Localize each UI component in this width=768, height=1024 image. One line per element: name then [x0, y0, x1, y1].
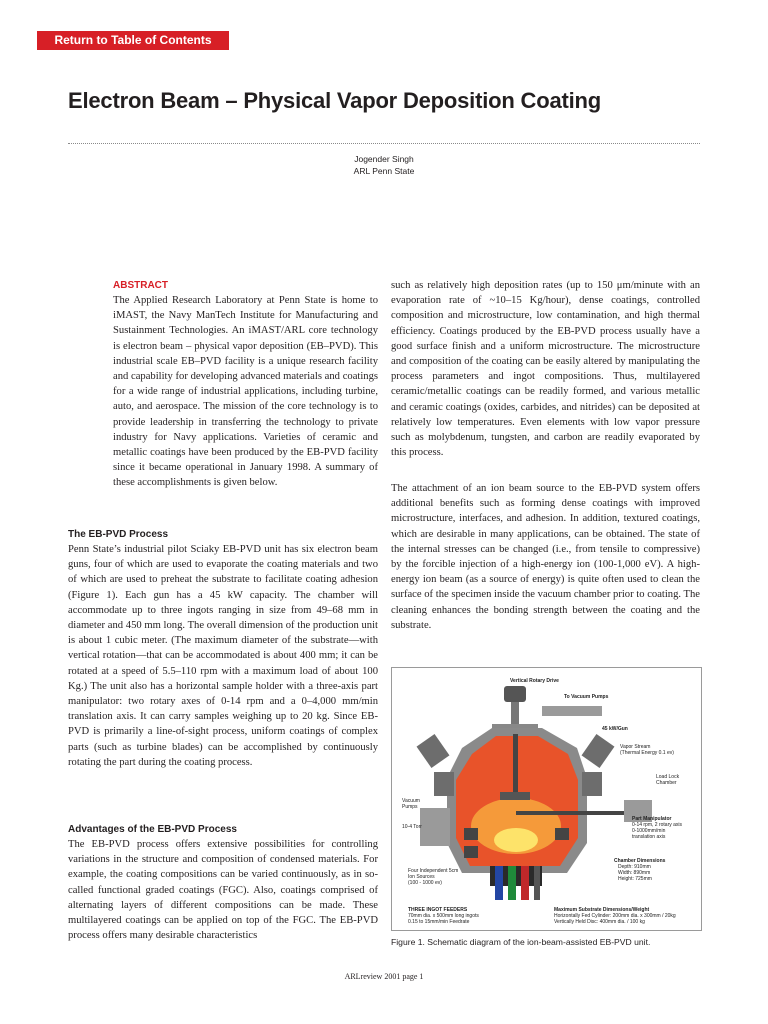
ion-source — [464, 828, 478, 840]
label-torr: 10-4 Torr — [402, 824, 422, 830]
section-advantages — [68, 822, 378, 943]
label-feeders: THREE INGOT FEEDERS — [408, 907, 468, 913]
label-pm-line2: 0-1000mm/min — [632, 828, 666, 834]
eb-pvd-schematic — [392, 668, 701, 930]
substrate-holder — [500, 792, 530, 800]
section-text: Penn State’s industrial pilot Sciaky EB-PVD unit has six electron beam guns, four of which are used to evaporate the coating materials and two of which are used to preheat the substrate to facilitate coating adhesion (Figure 1). Each gun has a 45 kW capacity. The chamber will accommodate up to three ingots ranging in size from 49–68 mm in diameter and 450 mm long. The overall dimension of the production unit is about 1 cubic meter. (The maximum diameter of the substrate—with vertical rotation—that can be accommodated is about 400 mm; it can be rotated at a speed of 5.5–110 rpm with a maximum load of about 100 Kg.) The unit also has a horizontal sample holder with a three-axis part manipulator: two rotary axes of 0-14 rpm and a 0–4,000 mm/min translation axis. It can carry samples weighing up to 20 kg. Since EB-PVD is primarily a line-of-sight process, uniform coatings of complex parts (such as turbine blades) can be accomplished by continuously rotating the part during the coating process. — [68, 544, 378, 768]
label-ion-sources: Ion Sources — [408, 874, 435, 880]
right-column-para-2 — [391, 481, 700, 633]
author-name: Jogender Singh — [354, 154, 414, 164]
electron-gun — [434, 772, 454, 796]
label-part-manipulator: Part Manipulator — [632, 816, 672, 822]
author-affiliation: ARL Penn State — [353, 166, 415, 176]
label-depth: Depth: 910mm — [618, 864, 651, 870]
ion-source — [555, 828, 569, 840]
label-chamber-dims: Chamber Dimensions — [614, 858, 666, 864]
label-max-l1: Horizontally Fed Cylinder: 200mm dia. x 300mm / 20kg — [554, 913, 676, 919]
abstract-block — [113, 278, 378, 491]
ion-source — [464, 846, 478, 858]
paragraph: such as relatively high deposition rates (up to 150 μm/minute with an evaporation rate of ~10–15 Kg/hour), dense coatings, controlled composition and microstructure, low contamination, and high thermal efficiency. Coatings produced by the EB-PVD process usually have a good surface finish and a uniform microstructure. The microstructure and composition of the coating can be easily altered by manipulating the process parameters and ingot compositions. Thus, multilayered ceramic/metallic coatings can be readily formed, and various metallic and ceramic coatings (oxides, carbides, and nitrides) can be deposited at relatively low temperatures. Even elements with low vapor pressure such as molybdenum, tungsten, and carbon are readily evaporated by this process. — [391, 280, 700, 459]
section-heading: Advantages of the EB-PVD Process — [68, 824, 237, 835]
label-four-ion: Four Independent 5cm — [408, 868, 459, 874]
label-pumps: Pumps — [402, 804, 418, 810]
label-max-sub: Maximum Substrate Dimensions/Weight — [554, 907, 650, 913]
section-heading: The EB-PVD Process — [68, 529, 169, 540]
ingot-feeder — [508, 866, 516, 900]
label-to-vacuum-pumps: To Vacuum Pumps — [564, 694, 609, 700]
label-pm-line1: 0-14 rpm, 2 rotary axis — [632, 822, 683, 828]
ingot-feeder — [534, 866, 540, 900]
section-eb-pvd-process — [68, 527, 378, 770]
label-height: Height: 725mm — [618, 876, 652, 882]
label-width: Width: 890mm — [618, 870, 651, 876]
section-text: The EB-PVD process offers extensive possibilities for controlling variations in the structure and composition of condensed materials. For example, the coating compositions can be varied continuously, as in so-called functional graded coatings (FGC). Also, coatings comprised of alternating layers of different compositions can be made. These multilayered coatings can be applied on top of the FGC. The EB-PVD process offers many desirable characteristics — [68, 839, 378, 942]
label-vapor-stream: Vapor Stream — [620, 744, 651, 750]
rotary-drive-motor — [504, 686, 526, 702]
pump-duct — [542, 706, 602, 716]
ingot-feeder — [521, 866, 529, 900]
label-load-lock: Load Lock — [656, 774, 680, 780]
return-to-toc-button[interactable]: Return to Table of Contents — [37, 31, 229, 50]
electron-gun — [582, 772, 602, 796]
label-ion-energy: (100 - 1000 ev) — [408, 880, 442, 886]
ingot-feeder — [495, 866, 503, 900]
label-kw-gun: 45 kW/Gun — [602, 726, 628, 732]
page-footer: ARLreview 2001 page 1 — [344, 972, 424, 981]
label-feeders-l1: 70mm dia. x 500mm long ingots — [408, 913, 479, 919]
vapor-core — [494, 828, 538, 852]
right-column-para-1 — [391, 278, 700, 460]
label-thermal-energy: (Thermal Energy 0.1 ev) — [620, 750, 674, 756]
figure-caption: Figure 1. Schematic diagram of the ion-beam-assisted EB-PVD unit. — [391, 937, 651, 947]
vacuum-pumps — [420, 808, 450, 846]
label-feeders-l2: 0.15 to 15mm/min Feedrate — [408, 919, 470, 925]
label-pm-line3: translation axis — [632, 834, 666, 840]
paragraph: The attachment of an ion beam source to the EB-PVD system offers additional benefits such as forming dense coatings with improved microstructure, interfaces, and adhesion. In addition, textured coatings, which are desirable in many applications, can be obtained. The state of the internal stresses can be changed (i.e., from tensile to compressive) by the forcible injection of a high-energy ion (100-1,000 eV). A high-energy ion beam (as a source of energy) is quite often used to clean the surface of the specimen inside the vacuum chamber prior to coating. The cleaning enhances the bonding strength between the coating and the substrate. — [391, 483, 700, 631]
electron-gun — [417, 734, 450, 768]
label-vacuum: Vacuum — [402, 798, 420, 804]
abstract-text: The Applied Research Laboratory at Penn State is home to iMAST, the Navy ManTech Institute for Manufacturing and Sustainment Technologies. An iMAST/ARL core technology is electron beam – physical vapor deposition (EB–PVD). This industrial scale EB–PVD facility is a unique research facility and capability for developing advanced materials and coatings for a wide range of industrial applications, including turbine, auto, and aerospace. The mission of the core technology is to provide leadership in transferring the technology to private industry for Navy applications. Varieties of ceramic and metallic coatings have been produced by the EB-PVD facility since it became operational in January 1998. A summary of these accomplishments is given below. — [113, 295, 378, 489]
drive-shaft — [511, 702, 519, 724]
substrate-rod — [513, 734, 518, 794]
label-max-l2: Vertically Held Disc: 400mm dia. / 100 kg — [554, 919, 645, 925]
label-chamber: Chamber — [656, 780, 677, 786]
electron-gun — [582, 734, 615, 768]
page-title: Electron Beam – Physical Vapor Deposition Coating — [68, 88, 602, 113]
part-manipulator-arm — [516, 811, 631, 815]
title-divider — [68, 143, 700, 144]
label-vertical-rotary-drive: Vertical Rotary Drive — [510, 678, 559, 684]
abstract-heading: ABSTRACT — [113, 280, 168, 291]
figure-1 — [391, 667, 702, 931]
